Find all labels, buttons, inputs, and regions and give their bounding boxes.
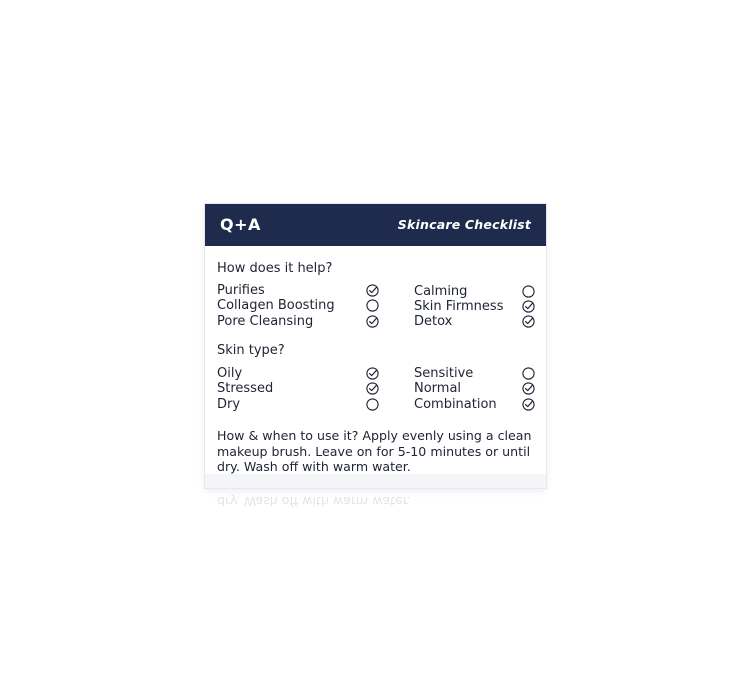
check-circle-icon <box>522 315 535 328</box>
skincare-checklist-card <box>205 204 546 488</box>
skin-type-item <box>414 381 534 397</box>
check-circle-icon <box>366 315 379 328</box>
skin-type-item <box>414 366 534 382</box>
brand-logo: Q+A <box>220 215 261 234</box>
benefit-label: Skin Firmness <box>414 299 504 314</box>
skin-type-item <box>217 381 380 397</box>
benefit-item <box>217 314 380 330</box>
card-bottom-edge <box>205 474 546 488</box>
reflection-text: dry. Wash off with warm water. <box>217 494 411 509</box>
usage-instructions: How & when to use it? Apply evenly using a clean makeup brush. Leave on for 5-10 minutes or until dry. Wash off with warm water. <box>217 428 532 474</box>
skin-type-label: Stressed <box>217 381 274 396</box>
card-reflection <box>205 492 546 522</box>
skin-type-label: Combination <box>414 397 497 412</box>
check-circle-icon <box>522 398 535 411</box>
check-circle-icon <box>522 382 535 395</box>
skin-type-label: Normal <box>414 381 462 396</box>
check-circle-icon <box>522 300 535 313</box>
empty-circle-icon <box>366 299 379 312</box>
benefit-item <box>217 283 380 299</box>
benefit-label: Detox <box>414 314 453 329</box>
skin-type-label: Dry <box>217 397 241 412</box>
check-circle-icon <box>366 367 379 380</box>
empty-circle-icon <box>366 398 379 411</box>
skin-type-item <box>217 366 380 382</box>
benefit-item <box>414 284 534 300</box>
benefit-label: Collagen Boosting <box>217 298 335 313</box>
card-header <box>205 204 546 246</box>
benefit-label: Purifies <box>217 283 265 298</box>
benefit-item <box>217 298 380 314</box>
check-circle-icon <box>366 382 379 395</box>
benefit-label: Calming <box>414 284 468 299</box>
skin-type-label: Oily <box>217 366 243 381</box>
benefit-item <box>414 314 534 330</box>
skin-type-heading: Skin type? <box>217 343 285 358</box>
skin-type-item <box>217 397 380 413</box>
skin-type-label: Sensitive <box>414 366 474 381</box>
check-circle-icon <box>366 284 379 297</box>
empty-circle-icon <box>522 285 535 298</box>
benefit-item <box>414 299 534 315</box>
benefit-label: Pore Cleansing <box>217 314 314 329</box>
empty-circle-icon <box>522 367 535 380</box>
checklist-title: Skincare Checklist <box>397 217 531 232</box>
benefits-heading: How does it help? <box>217 261 333 276</box>
skin-type-item <box>414 397 534 413</box>
